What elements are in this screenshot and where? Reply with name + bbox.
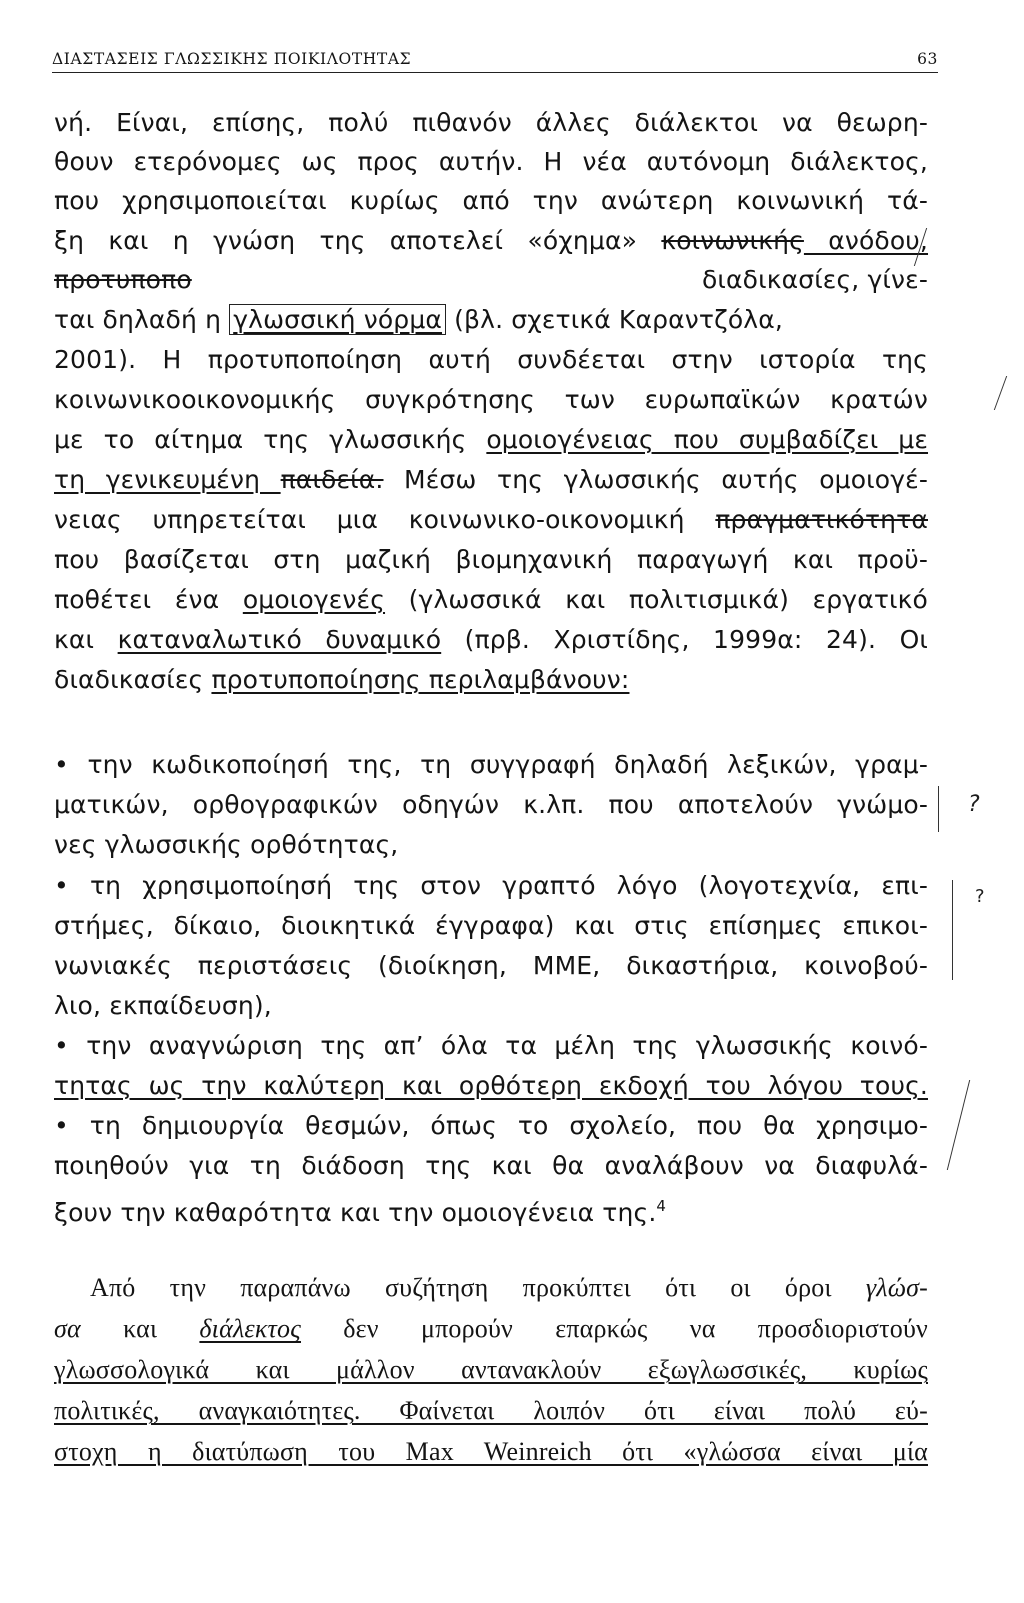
- text-fragment: με το αίτημα της γλωσσικής: [54, 425, 487, 454]
- text-line: [54, 221, 928, 261]
- text-line: [90, 1268, 928, 1308]
- struck-word: κοινωνικής: [661, 226, 804, 255]
- text-fragment: (πρβ. Χριστίδης, 1999α: 24). Οι: [441, 625, 929, 654]
- bullet-item-line: τητας ως την καλύτερη και ορθότερη εκδοχή του λόγου τους.: [54, 1071, 928, 1100]
- text-line: που χρησιμοποιείται κυρίως από την ανώτερη κοινωνική τά-: [54, 186, 928, 215]
- text-line: [54, 420, 928, 460]
- text-line: κοινωνικοοικονομικής συγκρότησης των ευρωπαϊκών κρατών: [54, 385, 928, 414]
- bullet-item-line: [54, 1186, 928, 1226]
- underlined-phrase: ομοιογένειας που συμβαδίζει με: [486, 425, 929, 454]
- bullet-item-line: ματικών, ορθογραφικών οδηγών κ.λπ. που αποτελούν γνώμο-: [54, 790, 928, 819]
- italic-term: σα: [54, 1314, 81, 1343]
- margin-pen-stroke: [947, 1080, 970, 1170]
- text-line: νή. Είναι, επίσης, πολύ πιθανόν άλλες διάλεκτοι να θεωρη-: [54, 108, 928, 137]
- margin-note: ?: [968, 792, 980, 817]
- underlined-word: ανόδου,: [803, 226, 929, 255]
- text-line: γλωσσολογικά και μάλλον αντανακλούν εξωγλωσσικές, κυρίως: [54, 1355, 928, 1384]
- italic-term: διάλεκτος: [199, 1314, 301, 1343]
- bullet-item-line: στήμες, δίκαιο, διοικητικά έγγραφα) και στις επίσημες επικοι-: [54, 911, 928, 940]
- underlined-phrase: προτυποποίησης περιλαμβάνουν:: [211, 665, 630, 694]
- text-line: [54, 300, 928, 340]
- margin-pen-stroke: [994, 376, 1007, 410]
- text-line: [54, 620, 928, 660]
- underlined-phrase: τη γενικευμένη: [54, 465, 281, 494]
- text-fragment: ξη και η γνώση της αποτελεί «όχημα»: [54, 226, 662, 255]
- margin-note: ?: [975, 886, 985, 907]
- italic-term: γλώσ-: [865, 1273, 928, 1302]
- text-line: 2001). Η προτυποποίηση αυτή συνδέεται στην ιστορία της: [54, 345, 928, 374]
- text-line: [54, 260, 928, 300]
- text-fragment: (γλωσσικά και πολιτισμικά) εργατικό: [385, 585, 928, 614]
- struck-word: πραγματικότητα: [715, 505, 928, 534]
- text-fragment: και: [54, 625, 118, 654]
- page-number: 63: [917, 50, 938, 68]
- text-fragment: διαδικασίες, γίνε-: [701, 265, 928, 294]
- bullet-item-line: • τη χρησιμοποίησή της στον γραπτό λόγο (λογοτεχνία, επι-: [54, 871, 928, 900]
- text-line: [54, 660, 928, 700]
- text-line: [54, 460, 928, 500]
- bullet-item-line: λιο, εκπαίδευση),: [54, 991, 272, 1020]
- running-title: ΔΙΑΣΤΑΣΕΙΣ ΓΛΩΣΣΙΚΗΣ ΠΟΙΚΙΛΟΤΗΤΑΣ: [52, 50, 412, 68]
- text-line: που βασίζεται στη μαζική βιομηχανική παραγωγή και προϋ-: [54, 545, 928, 574]
- struck-word: παιδεία.: [280, 465, 384, 494]
- text-fragment: διαδικασίες: [54, 665, 212, 694]
- text-fragment: δεν μπορούν επαρκώς να προσδιοριστούν: [301, 1314, 928, 1343]
- margin-pen-stroke: [938, 786, 939, 832]
- text-line: στοχη η διατύπωση του Max Weinreich ότι «γλώσσα είναι μία: [54, 1437, 928, 1466]
- bullet-item-line: νες γλωσσικής ορθότητας,: [54, 830, 399, 859]
- text-fragment: νειας υπηρετείται μια κοινωνικο-οικονομική: [54, 505, 716, 534]
- text-fragment: ποθέτει ένα: [54, 585, 243, 614]
- underlined-word: ομοιογενές: [242, 585, 386, 614]
- text-line: [54, 580, 928, 620]
- margin-pen-stroke: [952, 880, 953, 980]
- bullet-item-line: • την κωδικοποίησή της, τη συγγραφή δηλαδή λεξικών, γραμ-: [54, 750, 928, 779]
- boxed-term: γλωσσική νόρμα: [229, 304, 446, 335]
- text-line: πολιτικές, αναγκαιότητες. Φαίνεται λοιπόν ότι είναι πολύ εύ-: [54, 1396, 928, 1425]
- text-fragment: Από την παραπάνω συζήτηση προκύπτει ότι οι όροι: [90, 1273, 866, 1302]
- text-line: θουν ετερόνομες ως προς αυτήν. Η νέα αυτόνομη διάλεκτος,: [54, 147, 928, 176]
- footnote-marker: 4: [656, 1197, 667, 1215]
- running-header: [52, 46, 938, 73]
- text-fragment: και: [80, 1314, 200, 1343]
- bullet-item-line: • τη δημιουργία θεσμών, όπως το σχολείο, που θα χρησιμο-: [54, 1111, 928, 1140]
- bullet-item-line: νωνιακές περιστάσεις (διοίκηση, ΜΜΕ, δικαστήρια, κοινοβού-: [54, 951, 928, 980]
- text-fragment: (βλ. σχετικά Καραντζόλα,: [446, 305, 783, 334]
- text-line: [54, 500, 928, 540]
- text-fragment: ται δηλαδή η: [54, 305, 230, 334]
- text-line: [54, 1309, 928, 1349]
- struck-word: προτυποπο: [54, 265, 192, 294]
- text-fragment: Μέσω της γλωσσικής αυτής ομοιογέ-: [383, 465, 928, 494]
- bullet-item-line: • την αναγνώριση της απ’ όλα τα μέλη της γλωσσικής κοινό-: [54, 1031, 928, 1060]
- text-fragment: ξουν την καθαρότητα και την ομοιογένεια της.: [54, 1198, 657, 1227]
- underlined-phrase: καταναλωτικό δυναμικό: [117, 625, 442, 654]
- bullet-item-line: ποιηθούν για τη διάδοση της και θα αναλάβουν να διαφυλά-: [54, 1151, 928, 1180]
